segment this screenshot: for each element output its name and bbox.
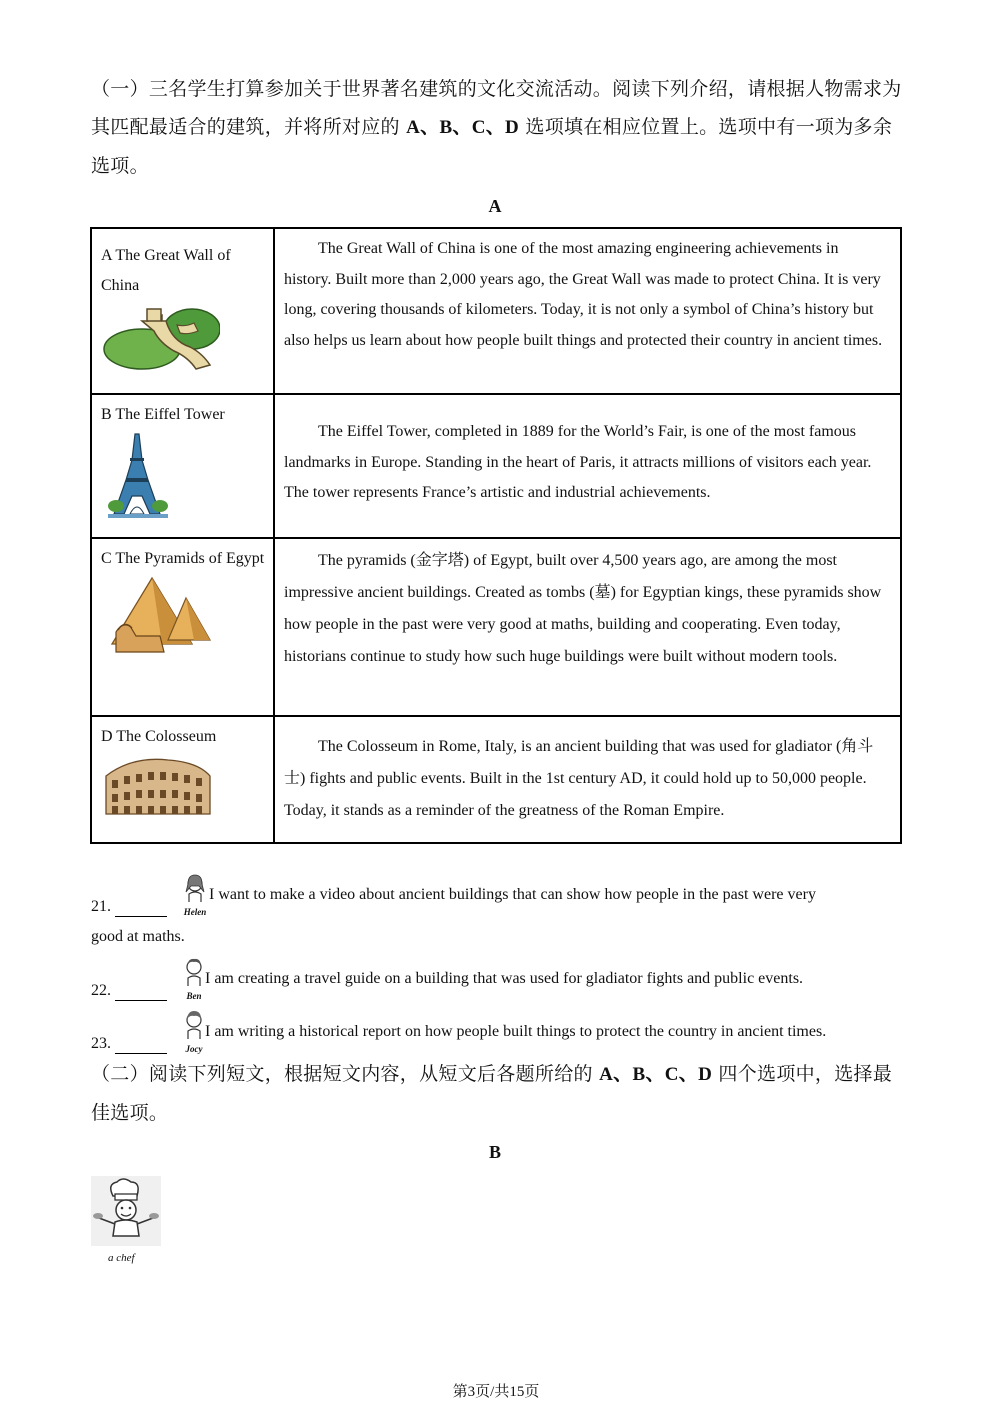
chef-caption: a chef <box>108 1252 135 1264</box>
building-description-cell <box>274 228 901 394</box>
passage-b-label: B <box>488 1142 501 1162</box>
question-text: I want to make a video about ancient buildings that can show how people in the past were very <box>209 886 816 903</box>
buildings-table <box>90 227 902 844</box>
building-name: C The Pyramids of Egypt <box>101 550 265 567</box>
instructions-text: （一）三名学生打算参加关于世界著名建筑的文化交流活动。阅读下列介绍，请根据人物需求为其匹配最适合的建筑，并将所对应的 <box>91 78 902 138</box>
question-22 <box>91 956 903 1001</box>
jocy-avatar-icon <box>183 1009 205 1039</box>
instructions-text: （二）阅读下列短文，根据短文内容，从短文后各题所给的 <box>91 1063 600 1085</box>
instructions-letters: A、B、C、D <box>406 117 520 138</box>
section-two-instructions <box>91 1055 903 1132</box>
passage-a-label: A <box>488 196 502 216</box>
building-row <box>91 538 901 716</box>
answer-blank[interactable] <box>115 986 167 1001</box>
building-row <box>91 716 901 843</box>
page-footer: 第3页/共15页 <box>452 1384 540 1400</box>
question-text: I am creating a travel guide on a building that was used for gladiator fights and public events. <box>205 970 804 987</box>
building-name: B The Eiffel Tower <box>101 406 225 423</box>
building-description: The Eiffel Tower, completed in 1889 for the World’s Fair, is one of the most famous landmarks in Europe. Standing in the heart of Paris, it attracts millions of visitors each year. The tower represents France’s artistic and industrial achievements. <box>284 423 872 501</box>
colosseum-image <box>102 752 214 818</box>
ben-avatar-icon <box>183 956 205 986</box>
building-description-cell <box>274 716 901 843</box>
building-name-cell <box>91 394 274 538</box>
question-21 <box>91 872 903 917</box>
instructions-text-end: 选项填在相应位置上。选项中有一项为多余选项。 <box>91 116 893 177</box>
building-description: The Colosseum in Rome, Italy, is an ancient building that was used for gladiator (角斗士) fights and public events. Built in the 1st century AD, it could hold up to 50,000 people. Today, it stands as a reminder of the greatness of the Roman Empire. <box>284 738 874 819</box>
building-name: D The Colosseum <box>101 728 217 745</box>
avatar-name: Jocy <box>185 1044 203 1054</box>
avatar <box>183 872 207 917</box>
answer-blank[interactable] <box>115 902 167 917</box>
pyramids-image <box>102 574 214 656</box>
question-number: 21. <box>91 898 111 915</box>
question-number: 22. <box>91 982 111 999</box>
question-text: I am writing a historical report on how people built things to protect the country in ancient times. <box>205 1023 827 1040</box>
avatar <box>183 956 205 1001</box>
eiffel-tower-image <box>102 430 172 520</box>
building-description-cell <box>274 538 901 716</box>
building-name-cell <box>91 716 274 843</box>
building-description: The pyramids (金字塔) of Egypt, built over 4,500 years ago, are among the most impressive ancient buildings. Created as tombs (墓) for Egyptian kings, these pyramids show how people in the past were very good at maths, building and cooperating. Even today, historians continue to study how such huge buildings were built without modern tools. <box>284 552 882 665</box>
building-name-cell <box>91 228 274 394</box>
helen-avatar-icon <box>183 872 207 902</box>
avatar <box>183 1009 205 1054</box>
instructions-text-end: 四个选项中，选择最佳选项。 <box>91 1063 893 1124</box>
answer-blank[interactable] <box>115 1039 167 1054</box>
building-row <box>91 228 901 394</box>
chef-image <box>91 1176 161 1246</box>
avatar-name: Ben <box>186 991 202 1001</box>
question-number: 23. <box>91 1035 111 1052</box>
building-description-cell <box>274 394 901 538</box>
building-description: The Great Wall of China is one of the most amazing engineering achievements in history. Built more than 2,000 years ago, the Great Wall was made to protect China. It is very long, covering thousands of kilometers. Today, it is not only a symbol of China’s history but also helps us learn about how people built things and protected their country in ancient times. <box>284 240 883 349</box>
great-wall-image <box>102 301 220 371</box>
building-row <box>91 394 901 538</box>
instructions-letters: A、B、C、D <box>599 1064 713 1085</box>
question-23 <box>91 1009 903 1054</box>
avatar-name: Helen <box>183 907 207 917</box>
section-one-instructions <box>91 70 903 185</box>
building-name-cell <box>91 538 274 716</box>
question-21-continued: good at maths. <box>91 928 185 945</box>
building-name: A The Great Wall of China <box>101 247 231 294</box>
